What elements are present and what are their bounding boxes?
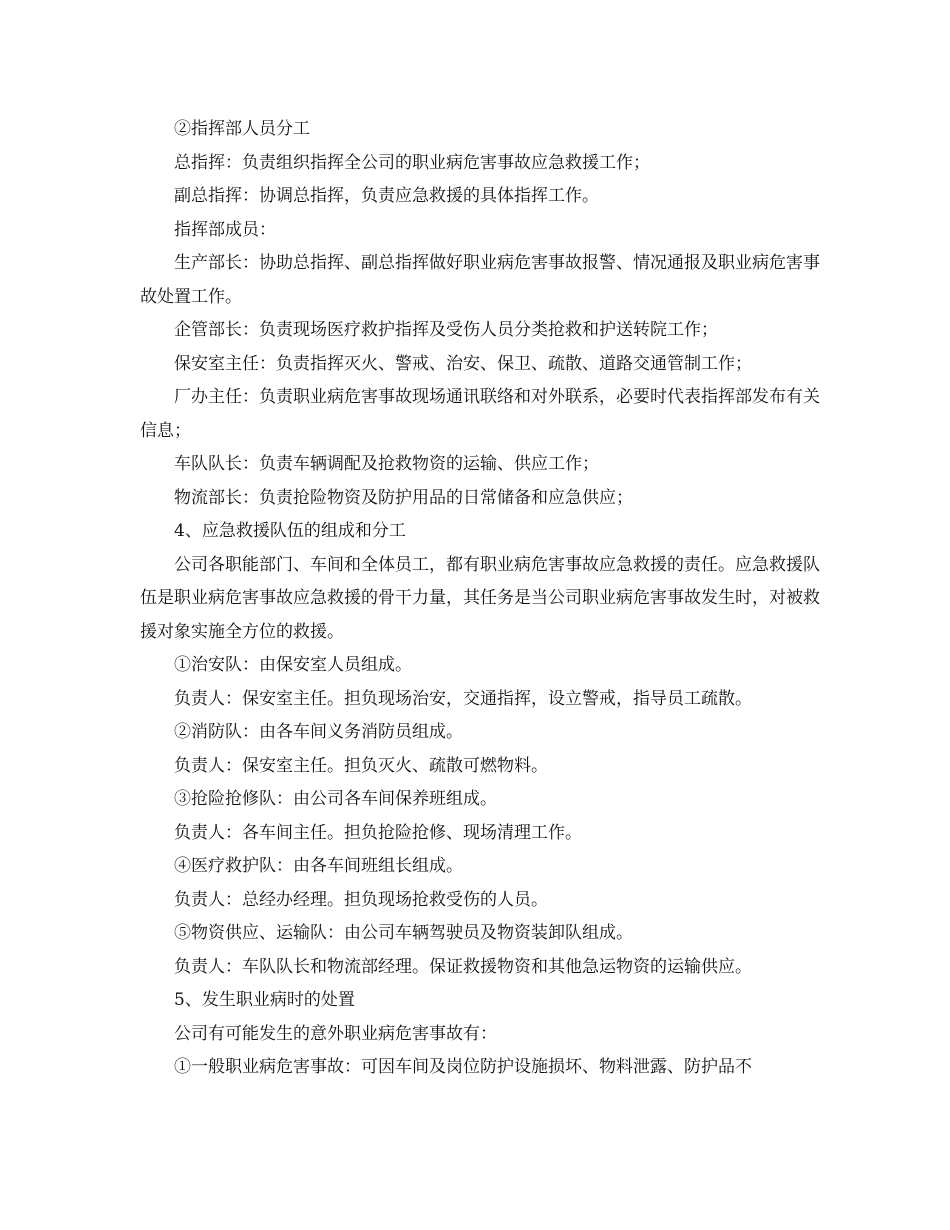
paragraph: 负责人：保安室主任。担负灭火、疏散可燃物料。: [174, 755, 548, 776]
paragraph: 车队队长：负责车辆调配及抢救物资的运输、供应工作；: [174, 454, 599, 474]
section-heading: 5、发生职业病时的处置: [174, 990, 355, 1010]
paragraph: ④医疗救护队：由各车间班组长组成。: [174, 856, 463, 876]
paragraph: 公司有可能发生的意外职业病危害事故有：: [174, 1023, 497, 1044]
paragraph: ③抢险抢修队：由公司各车间保养班组成。: [174, 789, 497, 809]
paragraph: ②指挥部人员分工: [174, 119, 310, 139]
paragraph: 负责人：车队队长和物流部经理。保证救援物资和其他急运物资的运输供应。: [174, 956, 752, 977]
paragraph: ②消防队：由各车间义务消防员组成。: [174, 722, 463, 742]
paragraph: 指挥部成员：: [174, 219, 276, 240]
paragraph: 企管部长：负责现场医疗救护指挥及受伤人员分类抢救和护送转院工作；: [174, 320, 718, 340]
paragraph: 负责人：各车间主任。担负抢险抢修、现场清理工作。: [174, 822, 582, 843]
paragraph: 厂办主任：负责职业病危害事故现场通讯联络和对外联系，必要时代表指挥部发布有关信息；: [140, 387, 820, 441]
paragraph: 保安室主任：负责指挥灭火、警戒、治安、保卫、疏散、道路交通管制工作；: [174, 353, 752, 374]
paragraph: 总指挥：负责组织指挥全公司的职业病危害事故应急救援工作；: [174, 152, 650, 173]
paragraph: 生产部长：协助总指挥、副总指挥做好职业病危害事故报警、情况通报及职业病危害事故处置工作。: [140, 253, 820, 307]
section-heading: 4、应急救援队伍的组成和分工: [174, 521, 406, 541]
document-body: [140, 113, 820, 1085]
paragraph: 物流部长：负责抢险物资及防护用品的日常储备和应急供应；: [174, 487, 633, 508]
paragraph: 副总指挥：协调总指挥，负责应急救援的具体指挥工作。: [174, 186, 599, 206]
paragraph: ⑤物资供应、运输队：由公司车辆驾驶员及物资装卸队组成。: [174, 923, 633, 943]
paragraph: 公司各职能部门、车间和全体员工，都有职业病危害事故应急救援的责任。应急救援队伍是职业病危害事故应急救援的骨干力量，其任务是当公司职业病危害事故发生时，对被救援对象实施全方位的救援。: [140, 554, 820, 642]
paragraph: 负责人：总经办经理。担负现场抢救受伤的人员。: [174, 889, 548, 910]
paragraph: ①一般职业病危害事故：可因车间及岗位防护设施损坏、物料泄露、防护品不: [174, 1057, 752, 1077]
paragraph: 负责人：保安室主任。担负现场治安，交通指挥，设立警戒，指导员工疏散。: [174, 688, 752, 709]
paragraph: ①治安队：由保安室人员组成。: [174, 655, 412, 675]
